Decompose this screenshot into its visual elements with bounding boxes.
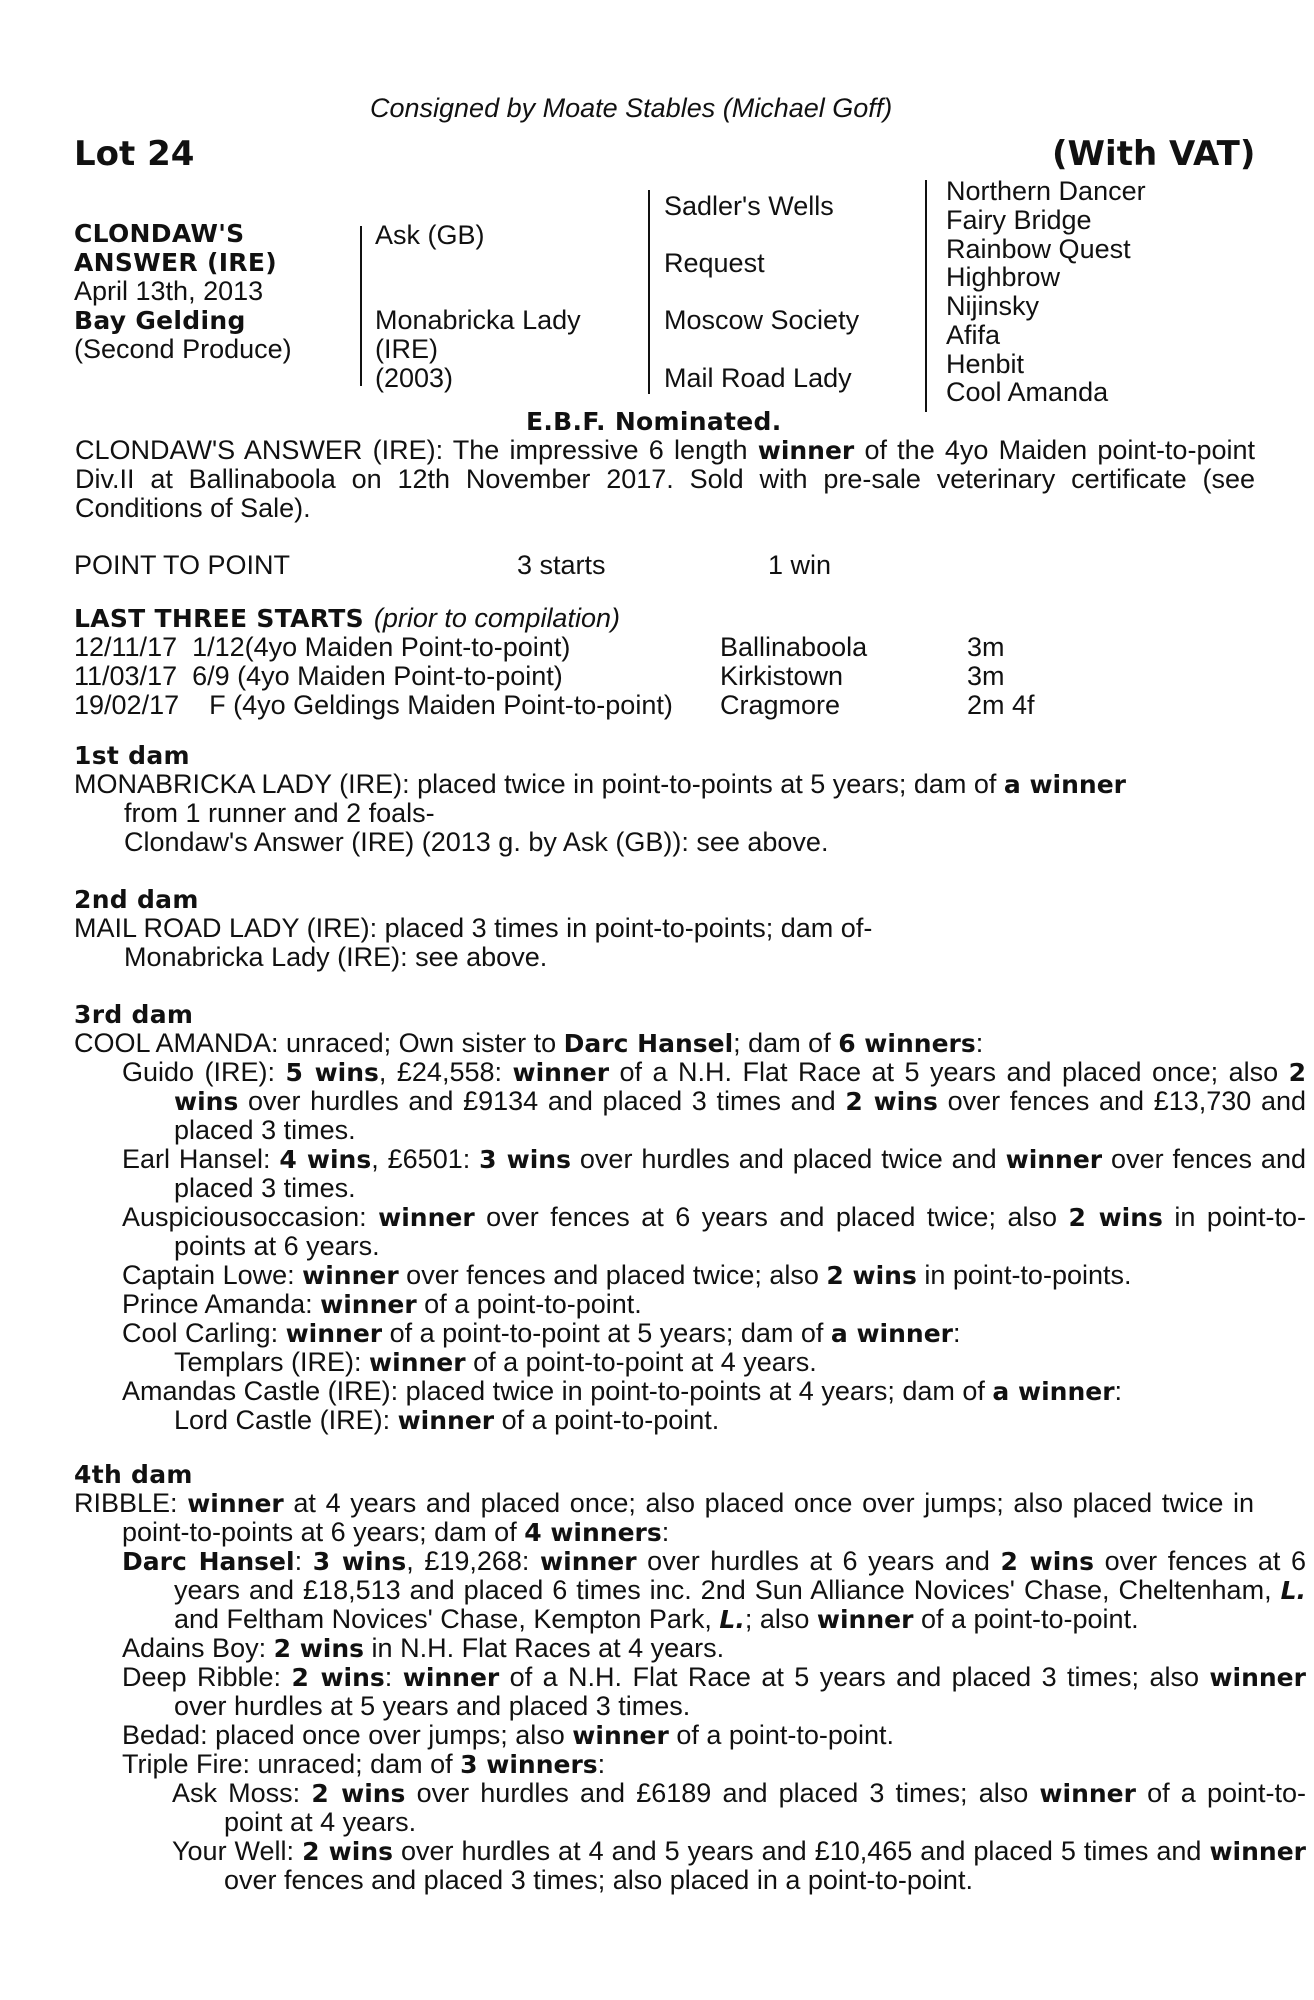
- foaling-date: April 13th, 2013: [74, 276, 264, 306]
- start-row-2: 11/03/17 6/9 (4yo Maiden Point-to-point): [74, 661, 563, 691]
- gen3-3: Rainbow Quest: [946, 234, 1131, 264]
- consigned-by: Consigned by Moate Stables (Michael Goff): [370, 93, 893, 123]
- pedigree-divider-1: [360, 226, 362, 386]
- dam3-guido: Guido (IRE): 5 wins, £24,558: winner of a N.H. Flat Race at 5 years and placed once; also 2 wins over hurdles and £9134 and placed 3 times and 2 wins over fences and £13,730 and placed 3 times.: [122, 1057, 1306, 1145]
- start-row-3: 19/02/17 F (4yo Geldings Maiden Point-to-point): [74, 690, 673, 720]
- dam3-templars: Templars (IRE): winner of a point-to-point at 4 years.: [174, 1347, 817, 1377]
- dam3-lord-castle: Lord Castle (IRE): winner of a point-to-point.: [174, 1405, 720, 1435]
- dam2-offspring: Monabricka Lady (IRE): see above.: [124, 942, 548, 972]
- gen3-1: Northern Dancer: [946, 176, 1146, 206]
- start-row-3-distance: 2m 4f: [967, 690, 1035, 720]
- dam1-line2: from 1 runner and 2 foals-: [124, 798, 435, 828]
- gen3-5: Nijinsky: [946, 291, 1040, 321]
- vat-note: (With VAT): [1052, 134, 1256, 174]
- grandsire-paternal: Sadler's Wells: [664, 191, 834, 221]
- dam4-deep-ribble: Deep Ribble: 2 wins: winner of a N.H. Flat Race at 5 years and placed 3 times; also winner over hurdles at 5 years and placed 3 times.: [122, 1662, 1306, 1721]
- dam2-heading: 2nd dam: [74, 885, 199, 914]
- dam3-earl-hansel: Earl Hansel: 4 wins, £6501: 3 wins over hurdles and placed twice and winner over fences and placed 3 times.: [122, 1144, 1306, 1203]
- horse-name-line2: ANSWER (IRE): [74, 248, 277, 277]
- gen3-7: Henbit: [946, 349, 1025, 379]
- start-row-2-course: Kirkistown: [720, 661, 844, 691]
- start-row-3-course: Cragmore: [720, 690, 841, 720]
- last-starts-heading: LAST THREE STARTS (prior to compilation): [74, 603, 620, 633]
- start-row-2-distance: 3m: [967, 661, 1005, 691]
- horse-type: Bay Gelding: [74, 306, 246, 335]
- dam4-bedad: Bedad: placed once over jumps; also winner of a point-to-point.: [122, 1720, 894, 1750]
- dam4-heading: 4th dam: [74, 1460, 193, 1489]
- record-label: POINT TO POINT: [74, 550, 291, 580]
- pedigree-divider-3: [925, 180, 927, 412]
- dam-country: (IRE): [375, 334, 438, 364]
- gen3-6: Afifa: [946, 320, 1001, 350]
- dam3-section: [74, 1028, 1306, 1435]
- dam-year: (2003): [375, 363, 454, 393]
- pedigree-divider-2: [648, 190, 650, 394]
- dam2-line1: MAIL ROAD LADY (IRE): placed 3 times in point-to-points; dam of-: [74, 913, 873, 943]
- dam-name: Monabricka Lady: [375, 305, 581, 335]
- record-starts: 3 starts: [517, 550, 606, 580]
- dam4-darc-hansel: Darc Hansel: 3 wins, £19,268: winner over hurdles at 6 years and 2 wins over fences at 6 years and £18,513 and placed 6 times inc. 2nd Sun Alliance Novices' Chase, Cheltenham, L. and Feltham Novices' Chase, Kempton Park, L.; also winner of a point-to-point.: [122, 1546, 1306, 1634]
- dam1-line1: MONABRICKA LADY (IRE): placed twice in point-to-points at 5 years; dam of a winner: [74, 769, 1127, 799]
- record-wins: 1 win: [768, 550, 832, 580]
- dam3-prince-amanda: Prince Amanda: winner of a point-to-point.: [122, 1289, 642, 1319]
- dam3-cool-carling: Cool Carling: winner of a point-to-point at 5 years; dam of a winner:: [122, 1318, 961, 1348]
- start-row-1-distance: 3m: [967, 632, 1005, 662]
- dam4-intro: RIBBLE: winner at 4 years and placed once; also placed once over jumps; also placed twice in point-to-points at 6 years; dam of 4 winners:: [74, 1488, 1254, 1547]
- grandsire-maternal: Moscow Society: [664, 305, 860, 335]
- gen3-8: Cool Amanda: [946, 377, 1109, 407]
- start-row-1-course: Ballinaboola: [720, 632, 868, 662]
- dam4-adains-boy: Adains Boy: 2 wins in N.H. Flat Races at 4 years.: [122, 1633, 725, 1663]
- intro-paragraph: CLONDAW'S ANSWER (IRE): The impressive 6 length winner of the 4yo Maiden point-to-point Div.II at Ballinaboola on 12th November 2017. Sold with pre-sale veterinary certificate (see Conditions of Sale).: [75, 435, 1255, 523]
- dam3-auspiciousoccasion: Auspiciousoccasion: winner over fences at 6 years and placed twice; also 2 wins in point-to-points at 6 years.: [122, 1202, 1306, 1261]
- dam3-amandas-castle: Amandas Castle (IRE): placed twice in point-to-points at 4 years; dam of a winner:: [122, 1376, 1123, 1406]
- dam3-intro: COOL AMANDA: unraced; Own sister to Darc Hansel; dam of 6 winners:: [74, 1028, 984, 1058]
- dam3-heading: 3rd dam: [74, 1000, 194, 1029]
- granddam-paternal: Request: [664, 248, 765, 278]
- dam4-your-well: Your Well: 2 wins over hurdles at 4 and 5 years and £10,465 and placed 5 times and winner over fences and placed 3 times; also placed in a point-to-point.: [172, 1836, 1306, 1895]
- gen3-4: Highbrow: [946, 262, 1061, 292]
- dam3-captain-lowe: Captain Lowe: winner over fences and placed twice; also 2 wins in point-to-points.: [122, 1260, 1132, 1290]
- sire: Ask (GB): [375, 220, 485, 250]
- dam1-offspring: Clondaw's Answer (IRE) (2013 g. by Ask (GB)): see above.: [124, 827, 829, 857]
- lot-number: Lot 24: [74, 134, 195, 174]
- dam4-section: [74, 1488, 1307, 1895]
- granddam-maternal: Mail Road Lady: [664, 363, 852, 393]
- dam4-triple-fire: Triple Fire: unraced; dam of 3 winners:: [122, 1749, 606, 1779]
- start-row-1: 12/11/17 1/12(4yo Maiden Point-to-point): [74, 632, 571, 662]
- horse-name-line1: CLONDAW'S: [74, 219, 245, 248]
- dam1-heading: 1st dam: [74, 741, 190, 770]
- ebf-nomination: E.B.F. Nominated.: [526, 407, 782, 436]
- produce-note: (Second Produce): [74, 334, 292, 364]
- gen3-2: Fairy Bridge: [946, 205, 1092, 235]
- dam4-ask-moss: Ask Moss: 2 wins over hurdles and £6189 and placed 3 times; also winner of a point-to-point at 4 years.: [172, 1778, 1307, 1837]
